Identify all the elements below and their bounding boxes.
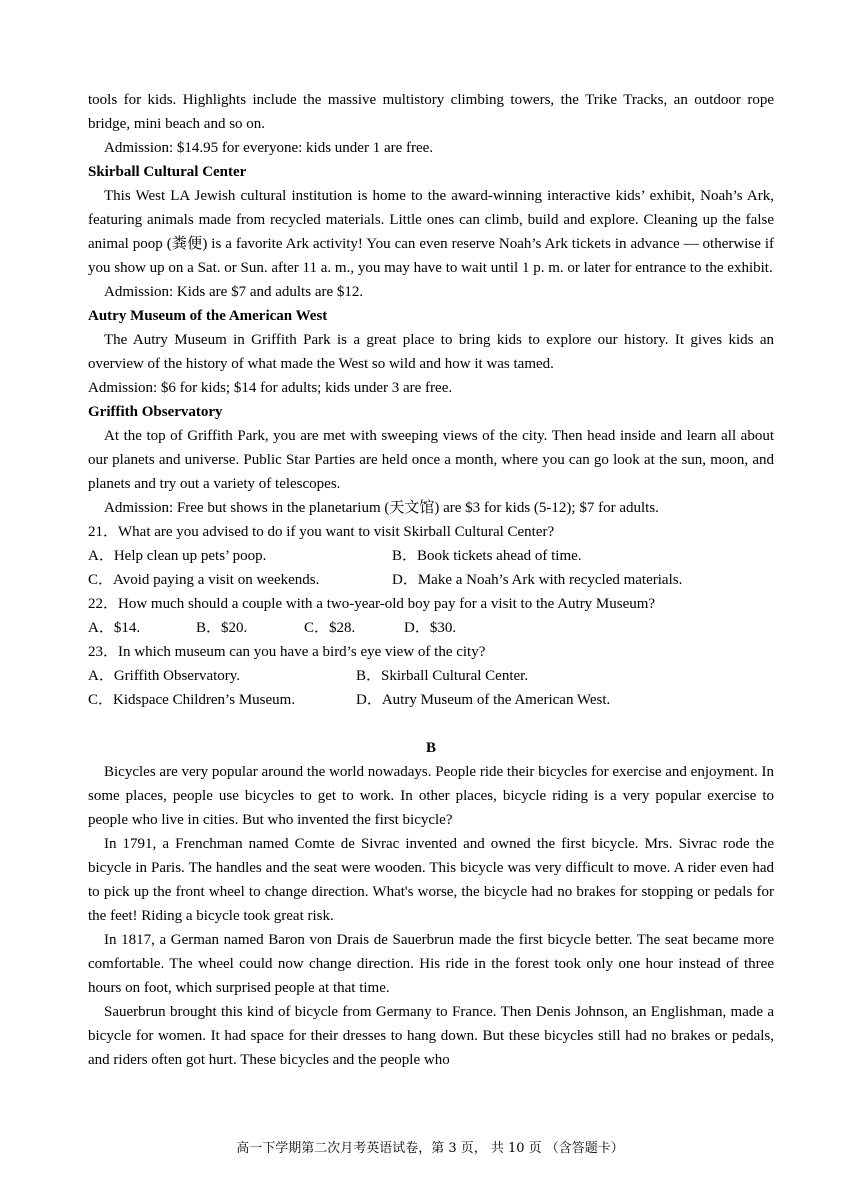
- options-row: [88, 568, 774, 592]
- option-a: A．$14.: [88, 620, 141, 636]
- passage-b-paragraph: In 1817, a German named Baron von Drais de Sauerbrun made the first bicycle better. The seat became more comfortable. The wheel could now change direction. His ride in the forest took only one hour instead of three hours on foot, which surprised people at that time.: [88, 932, 774, 996]
- option-c: C．Avoid paying a visit on weekends.: [88, 572, 320, 588]
- option-a: A．Griffith Observatory.: [88, 668, 241, 684]
- option-b: B．$20.: [196, 620, 248, 636]
- options-row: [88, 688, 774, 712]
- section-heading: B: [425, 740, 436, 756]
- griffith-heading: Griffith Observatory: [88, 404, 223, 420]
- griffith-admission: Admission: Free but shows in the planetarium (天文馆) are $3 for kids (5-12); $7 for adults.: [104, 500, 659, 516]
- option-c: C．Kidspace Children’s Museum.: [88, 692, 296, 708]
- autry-heading: Autry Museum of the American West: [88, 308, 328, 324]
- option-d: D．$30.: [404, 620, 457, 636]
- option-a: A．Help clean up pets’ poop.: [88, 548, 267, 564]
- page-footer: 高一下学期第二次月考英语试卷，第 3 页， 共 10 页 （含答题卡）: [236, 1141, 624, 1156]
- option-b: B．Skirball Cultural Center.: [356, 668, 529, 684]
- question-stem: 23．In which museum can you have a bird’s eye view of the city?: [88, 644, 486, 660]
- option-b: B．Book tickets ahead of time.: [392, 548, 582, 564]
- question-stem: 22．How much should a couple with a two-year-old boy pay for a visit to the Autry Museum?: [88, 596, 656, 612]
- autry-body: The Autry Museum in Griffith Park is a great place to bring kids to explore our history. It gives kids an overview of the history of what made the West so wild and how it was tamed.: [88, 332, 774, 372]
- skirball-heading: Skirball Cultural Center: [88, 164, 247, 180]
- question-stem: 21．What are you advised to do if you want to visit Skirball Cultural Center?: [88, 524, 555, 540]
- skirball-admission: Admission: Kids are $7 and adults are $12.: [104, 284, 364, 300]
- options-row: [88, 616, 774, 640]
- passage-b-paragraph: In 1791, a Frenchman named Comte de Sivrac invented and owned the first bicycle. Mrs. Sivrac rode the bicycle in Paris. The handles and the seat were wooden. This bicycle was very difficult to move. A rider even had to pick up the front wheel to change direction. What's worse, the bicycle had no brakes for stopping or pedals for the feet! Riding a bicycle took great risk.: [88, 836, 774, 924]
- kidspace-admission: Admission: $14.95 for everyone: kids under 1 are free.: [104, 140, 434, 156]
- option-d: D．Autry Museum of the American West.: [356, 692, 611, 708]
- passage-a-intro: tools for kids. Highlights include the massive multistory climbing towers, the Trike Tracks, an outdoor rope bridge, mini beach and so on.: [88, 92, 774, 132]
- passage-b-paragraph: Sauerbrun brought this kind of bicycle from Germany to France. Then Denis Johnson, an Englishman, made a bicycle for women. It had space for their dresses to hang down. But these bicycles still had no brakes or pedals, and riders often got hurt. These bicycles and the people who: [88, 1004, 774, 1068]
- exam-page: [88, 88, 774, 1072]
- skirball-body: This West LA Jewish cultural institution is home to the award-winning interactive kids’ exhibit, Noah’s Ark, featuring animals made from recycled materials. Little ones can climb, build and explore. Cleaning up the false animal poop (粪便) is a favorite Ark activity! You can even reserve Noah’s Ark tickets in advance — otherwise if you show up on a Sat. or Sun. after 11 a. m., you may have to wait until 1 p. m. or later for entrance to the exhibit.: [88, 188, 774, 276]
- options-row: [88, 664, 774, 688]
- passage-b-paragraph: Bicycles are very popular around the world nowadays. People ride their bicycles for exercise and enjoyment. In some places, people use bicycles to get to work. In other places, bicycle riding is a very popular exercise to people who live in cities. But who invented the first bicycle?: [88, 764, 774, 828]
- griffith-body: At the top of Griffith Park, you are met with sweeping views of the city. Then head inside and learn all about our planets and universe. Public Star Parties are held once a month, where you can go look at the sun, moon, and planets and try out a variety of telescopes.: [88, 428, 774, 492]
- option-d: D．Make a Noah’s Ark with recycled materials.: [392, 572, 683, 588]
- options-row: [88, 544, 774, 568]
- option-c: C．$28.: [304, 620, 356, 636]
- autry-admission: Admission: $6 for kids; $14 for adults; kids under 3 are free.: [88, 380, 453, 396]
